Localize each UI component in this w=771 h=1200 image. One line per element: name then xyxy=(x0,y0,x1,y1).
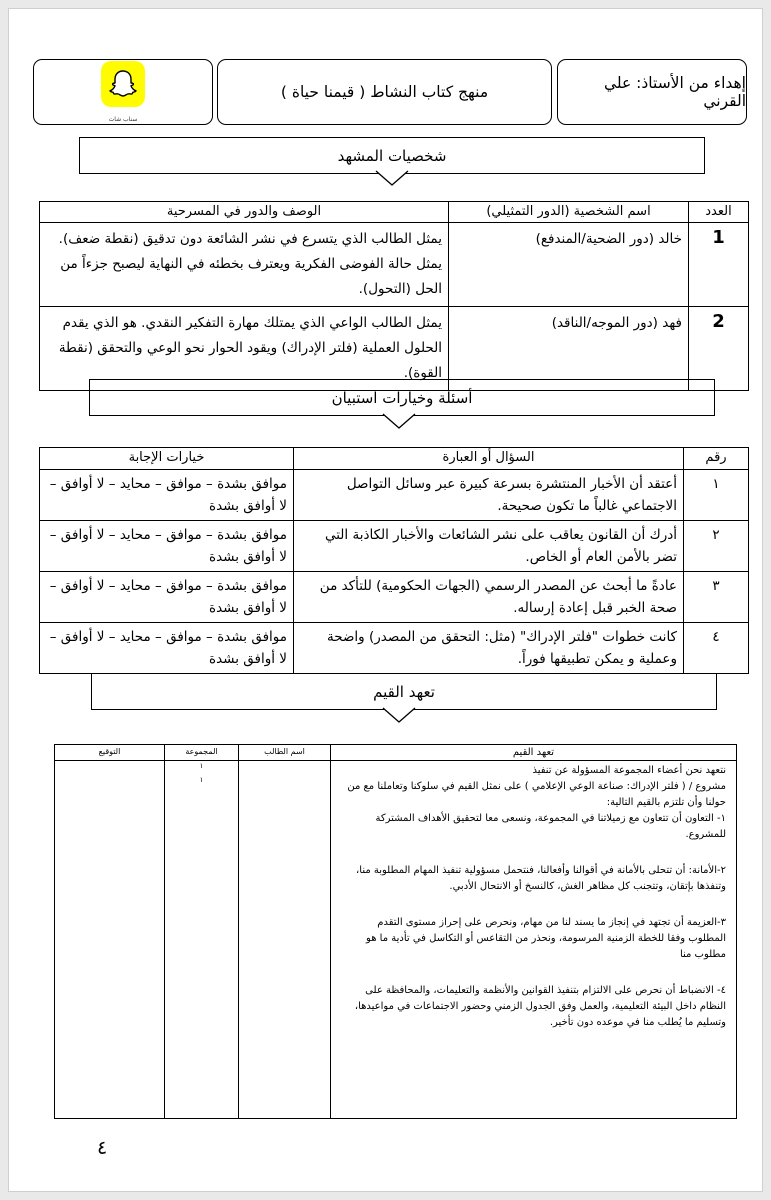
pledge-item: ٤- الانضباط أن نحرص على الالتزام بتنفيذ القوانين والأنظمة والتعليمات، والمحافظة على النظام داخل البيئة التعليمية، والعمل وفق الجدول الزمني وحضور الاجتماعات في مواعيدها، وتسليم ما يُطلب منا في موعده دون تأخير. xyxy=(354,985,726,1028)
group-cell xyxy=(165,789,239,1119)
answer-options: موافق بشدة – موافق – محايد – لا أوافق – لا أوافق بشدة xyxy=(40,572,294,623)
question-text: أعتقد أن الأخبار المنتشرة بسرعة كبيرة عبر وسائل التواصل الاجتماعي غالباً ما تكون صحيحة. xyxy=(294,470,684,521)
character-name: فهد (دور الموجه/الناقد) xyxy=(449,307,689,391)
col-header-student: اسم الطالب xyxy=(239,745,331,761)
pledge-intro: نتعهد نحن أعضاء المجموعة المسؤولة عن تنفيذ xyxy=(532,765,726,776)
table-header-row xyxy=(55,745,737,761)
question-num: ١ xyxy=(684,470,749,521)
table-row xyxy=(40,470,749,521)
snapchat-logo xyxy=(99,61,147,123)
question-text: كانت خطوات "فلتر الإدراك" (مثل: التحقق من المصدر) واضحة وعملية و يمكن تطبيقها فوراً. xyxy=(294,623,684,674)
author-text: إهداء من الأستاذ: علي القرني xyxy=(603,74,746,110)
signature-cell[interactable] xyxy=(55,789,165,1119)
character-num: 2 xyxy=(689,307,749,391)
answer-options: موافق بشدة – موافق – محايد – لا أوافق – لا أوافق بشدة xyxy=(40,623,294,674)
survey-table xyxy=(39,447,749,674)
signature-cell[interactable] xyxy=(55,775,165,789)
col-header-signature: التوقيع xyxy=(55,745,165,761)
student-name-cell[interactable] xyxy=(239,775,331,789)
col-header-name: اسم الشخصية (الدور التمثيلي) xyxy=(449,202,689,223)
chevron-down-icon xyxy=(374,169,410,187)
table-header-row xyxy=(40,202,749,223)
table-row xyxy=(55,761,737,775)
col-header-group: المجموعة xyxy=(165,745,239,761)
section-title-survey: أسئلة وخيارات استبيان xyxy=(89,379,715,415)
col-header-question: السؤال أو العبارة xyxy=(294,448,684,470)
section-title-pledge: تعهد القيم xyxy=(91,673,717,709)
pledge-text xyxy=(331,761,737,1119)
character-desc: يمثل الطالب الذي يتسرع في نشر الشائعة دون تدقيق (نقطة ضعف). يمثل حالة الفوضى الفكرية ويعترف بخطئه في النهاية ليصبح جزءاً من الحل (التحول). xyxy=(40,223,449,307)
title-box xyxy=(217,59,552,125)
table-row xyxy=(40,223,749,307)
section-title-characters: شخصيات المشهد xyxy=(79,137,705,173)
pledge-table xyxy=(54,744,737,1119)
author-box xyxy=(557,59,747,125)
character-num: 1 xyxy=(689,223,749,307)
logo-box xyxy=(33,59,213,125)
table-row xyxy=(40,623,749,674)
col-header-num: العدد xyxy=(689,202,749,223)
table-row xyxy=(40,572,749,623)
col-header-pledge: تعهد القيم xyxy=(331,745,737,761)
answer-options: موافق بشدة – موافق – محايد – لا أوافق – لا أوافق بشدة xyxy=(40,470,294,521)
pledge-intro: مشروع / ( فلتر الإدراك: صناعة الوعي الإعلامي ) على نمثل القيم في سلوكنا وتعاملنا مع من حولنا وأن تلتزم بالقيم التالية: xyxy=(347,781,726,808)
col-header-options: خيارات الإجابة xyxy=(40,448,294,470)
logo-caption: سناب شات xyxy=(108,116,138,123)
document-page xyxy=(8,8,763,1192)
ghost-icon xyxy=(107,68,139,100)
chevron-down-icon xyxy=(381,706,417,724)
question-text: أدرك أن القانون يعاقب على نشر الشائعات والأخبار الكاذبة التي تضر بالأمن العام أو الخاص. xyxy=(294,521,684,572)
question-num: ٣ xyxy=(684,572,749,623)
signature-cell[interactable] xyxy=(55,761,165,775)
table-row xyxy=(40,521,749,572)
character-desc: يمثل الطالب الواعي الذي يمتلك مهارة التفكير النقدي. هو الذي يقدم الحلول العملية (فلتر الإدراك) ويقود الحوار نحو الوعي والتحقق (نقطة القوة). xyxy=(40,307,449,391)
book-title: منهج كتاب النشاط ( قيمنا حياة ) xyxy=(280,83,489,101)
page-number: ٤ xyxy=(97,1137,108,1159)
table-header-row xyxy=(40,448,749,470)
student-name-cell[interactable] xyxy=(239,789,331,1119)
pledge-item: ٢-الأمانة: أن تتحلى بالأمانة في أقوالنا وأفعالنا، فنتحمل مسؤولية تنفيذ المهام المطلوبة منا، وتنفذها بإتقان، وتتجنب كل مظاهر الغش، كالنسخ أو الانتحال الأدبي. xyxy=(356,865,726,892)
question-num: ٤ xyxy=(684,623,749,674)
pledge-item: ١- التعاون أن تتعاون مع زميلاتنا في المجموعة، ونسعى معا لتحقيق الأهداف المشتركة للمشروع. xyxy=(375,813,726,840)
question-text: عادةً ما أبحث عن المصدر الرسمي (الجهات الحكومية) للتأكد من صحة الخبر قبل إعادة إرساله. xyxy=(294,572,684,623)
group-cell: ١ xyxy=(165,761,239,775)
table-row xyxy=(40,307,749,391)
chevron-down-icon xyxy=(381,412,417,430)
pledge-item: ٣-العزيمة أن تجتهد في إنجاز ما يسند لنا من مهام، ونحرص على إحراز مستوى التقدم المطلوب وفقا للخطة الزمنية المرسومة، ونحذر من التقاعس أو التكاسل في تأدية ما هو مطلوب منا xyxy=(366,917,726,960)
question-num: ٢ xyxy=(684,521,749,572)
characters-table xyxy=(39,201,749,391)
group-cell: ١ xyxy=(165,775,239,789)
answer-options: موافق بشدة – موافق – محايد – لا أوافق – لا أوافق بشدة xyxy=(40,521,294,572)
character-name: خالد (دور الضحية/المندفع) xyxy=(449,223,689,307)
col-header-num: رقم xyxy=(684,448,749,470)
student-name-cell[interactable] xyxy=(239,761,331,775)
col-header-desc: الوصف والدور في المسرحية xyxy=(40,202,449,223)
